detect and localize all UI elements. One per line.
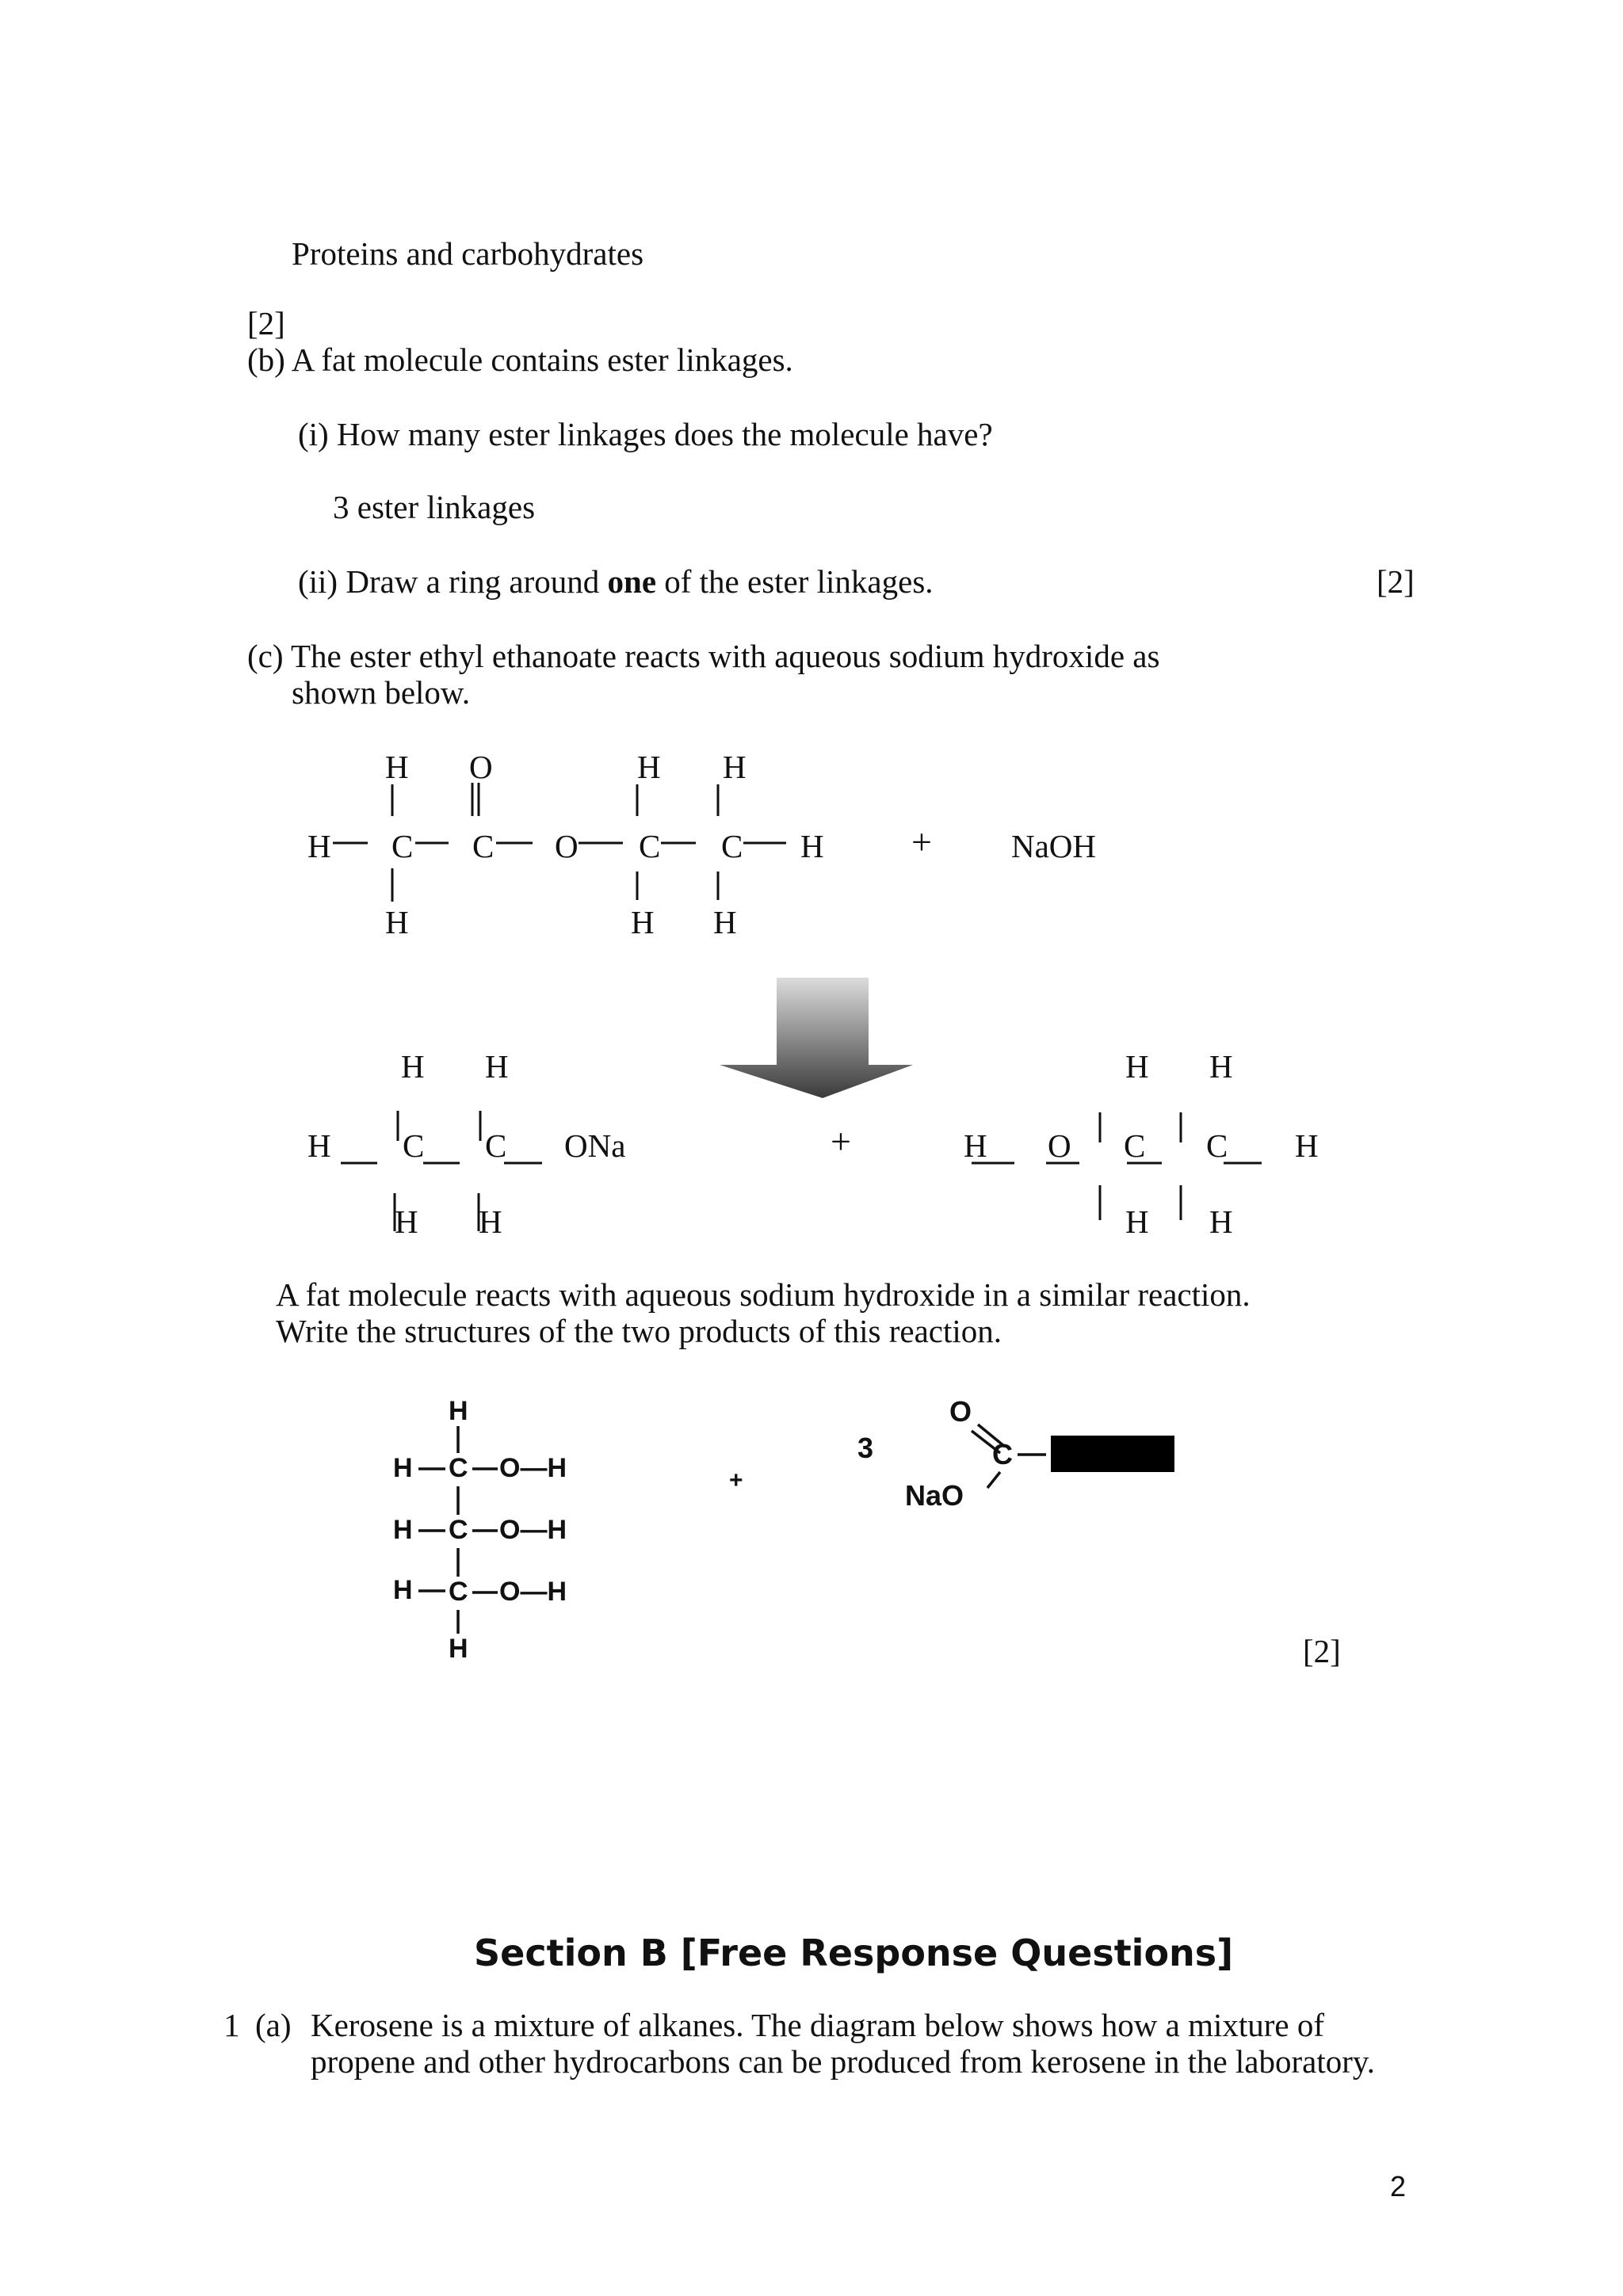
marks-b: [2] (1377, 563, 1415, 600)
atom-c: C (391, 828, 414, 864)
question-b-ii-text-end: of the ester linkages. (656, 563, 934, 600)
question-1a-line2: propene and other hydrocarbons can be produced from kerosene in the laboratory. (311, 2043, 1375, 2080)
atom-h: H (485, 1048, 509, 1085)
atom-c: C (992, 1438, 1013, 1470)
atom-h: H (723, 749, 747, 785)
atom-h: H (713, 904, 737, 940)
carboxylate-bonds (972, 1425, 1046, 1488)
atom-h: H (637, 749, 661, 785)
atom-c: C (721, 828, 743, 864)
plus-sign: + (911, 822, 932, 862)
atom-h: H (631, 904, 655, 940)
answer-b-i: 3 ester linkages (333, 489, 536, 525)
question-b: (b) A fat molecule contains ester linkages. (247, 341, 793, 378)
atom-c: C (472, 828, 495, 864)
plus-sign-products: + (831, 1121, 851, 1161)
naoh-reagent: NaOH (1011, 828, 1097, 864)
sodium-oxide-group: NaO (905, 1479, 964, 1512)
page-number: 2 (1390, 2170, 1407, 2203)
atom-c: C (639, 828, 661, 864)
atom-h: H (393, 1575, 413, 1605)
hydroxyl-group: O—H (499, 1515, 567, 1545)
atom-h: H (1295, 1127, 1319, 1164)
atom-h: H (395, 1203, 418, 1240)
reaction-arrow (720, 978, 913, 1098)
question-c-line1: (c) The ester ethyl ethanoate reacts with aqueous sodium hydroxide as (247, 638, 1160, 674)
atom-o: O (949, 1395, 972, 1428)
section-heading: Section B [Free Response Questions] (474, 1932, 1234, 1974)
atom-c: C (403, 1127, 425, 1164)
atom-h: H (449, 1396, 468, 1426)
atom-h: H (393, 1515, 413, 1545)
question-number: 1 (223, 2007, 240, 2043)
atom-h: H (1209, 1048, 1233, 1085)
atom-c: C (449, 1453, 468, 1483)
atom-h: H (964, 1127, 987, 1164)
atom-h: H (800, 828, 824, 864)
question-b-ii-text: (ii) Draw a ring around (298, 563, 608, 600)
marks-c: [2] (1303, 1633, 1341, 1669)
atom-c: C (1206, 1127, 1228, 1164)
question-part: (a) (255, 2007, 292, 2043)
atom-o: O (1048, 1127, 1071, 1164)
atom-h: H (385, 749, 409, 785)
atom-h: H (307, 828, 331, 864)
alcohol-bonds (972, 1112, 1262, 1220)
atom-h: H (1125, 1203, 1149, 1240)
paragraph-line2: Write the structures of the two products of this reaction. (276, 1313, 1002, 1349)
atom-c: C (449, 1515, 468, 1545)
hydroxyl-group: O—H (499, 1577, 567, 1607)
paragraph-line1: A fat molecule reacts with aqueous sodium hydroxide in a similar reaction. (276, 1276, 1251, 1313)
question-b-i: (i) How many ester linkages does the molecule have? (298, 416, 993, 452)
salt-bonds (341, 1111, 542, 1231)
reactant-bonds (333, 783, 786, 902)
atom-o: O (555, 828, 579, 864)
atom-h: H (449, 1634, 468, 1664)
previous-answer: Proteins and carbohydrates (292, 235, 644, 272)
atom-c: C (1124, 1127, 1146, 1164)
question-1a-line1: Kerosene is a mixture of alkanes. The diagram below shows how a mixture of (311, 2007, 1325, 2043)
atom-h: H (1125, 1048, 1149, 1085)
atom-o: O (469, 749, 493, 785)
atom-h: H (401, 1048, 425, 1085)
glycerol-bonds (418, 1426, 498, 1634)
question-c-line2: shown below. (292, 674, 471, 711)
marks-top: [2] (247, 305, 285, 341)
atom-h: H (385, 904, 409, 940)
atom-h: H (307, 1127, 331, 1164)
hydroxyl-group: O—H (499, 1453, 567, 1483)
atom-c: C (485, 1127, 507, 1164)
salt-group: ONa (564, 1127, 626, 1164)
atom-h: H (479, 1203, 502, 1240)
atom-h: H (393, 1453, 413, 1483)
multiplier: 3 (857, 1432, 874, 1464)
answer-plus: + (729, 1467, 743, 1493)
atom-c: C (449, 1577, 468, 1607)
atom-h: H (1209, 1203, 1233, 1240)
question-b-ii-emphasis: one (607, 563, 657, 600)
